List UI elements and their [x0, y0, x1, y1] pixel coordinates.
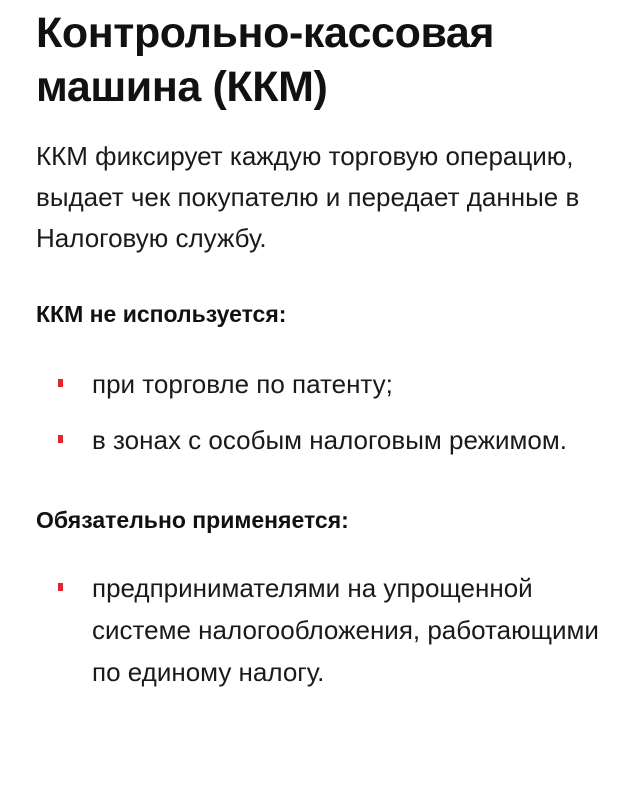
- square-bullet-icon: [58, 379, 63, 387]
- required-heading: Обязательно применяется:: [36, 507, 349, 533]
- list-item: [36, 419, 616, 461]
- required-list: [36, 567, 616, 693]
- page-title: Контрольно-кассовая машина (ККМ): [36, 9, 495, 111]
- not-used-heading: ККМ не используется:: [36, 301, 287, 327]
- article: [36, 6, 616, 707]
- list-item-text: при торговле по патенту;: [92, 369, 393, 399]
- square-bullet-icon: [58, 583, 63, 591]
- list-item-text: в зонах с особым налоговым режимом.: [92, 425, 567, 455]
- list-item-text: предпринимателями на упрощенной системе налогообложения, работающими по единому налогу.: [92, 573, 599, 687]
- list-item: [36, 363, 616, 405]
- square-bullet-icon: [58, 435, 63, 443]
- lead-paragraph: ККМ фиксирует каждую торговую операцию, выдает чек покупателю и передает данные в Налоговую службу.: [36, 141, 580, 253]
- list-item: [36, 567, 616, 693]
- not-used-list: [36, 363, 616, 461]
